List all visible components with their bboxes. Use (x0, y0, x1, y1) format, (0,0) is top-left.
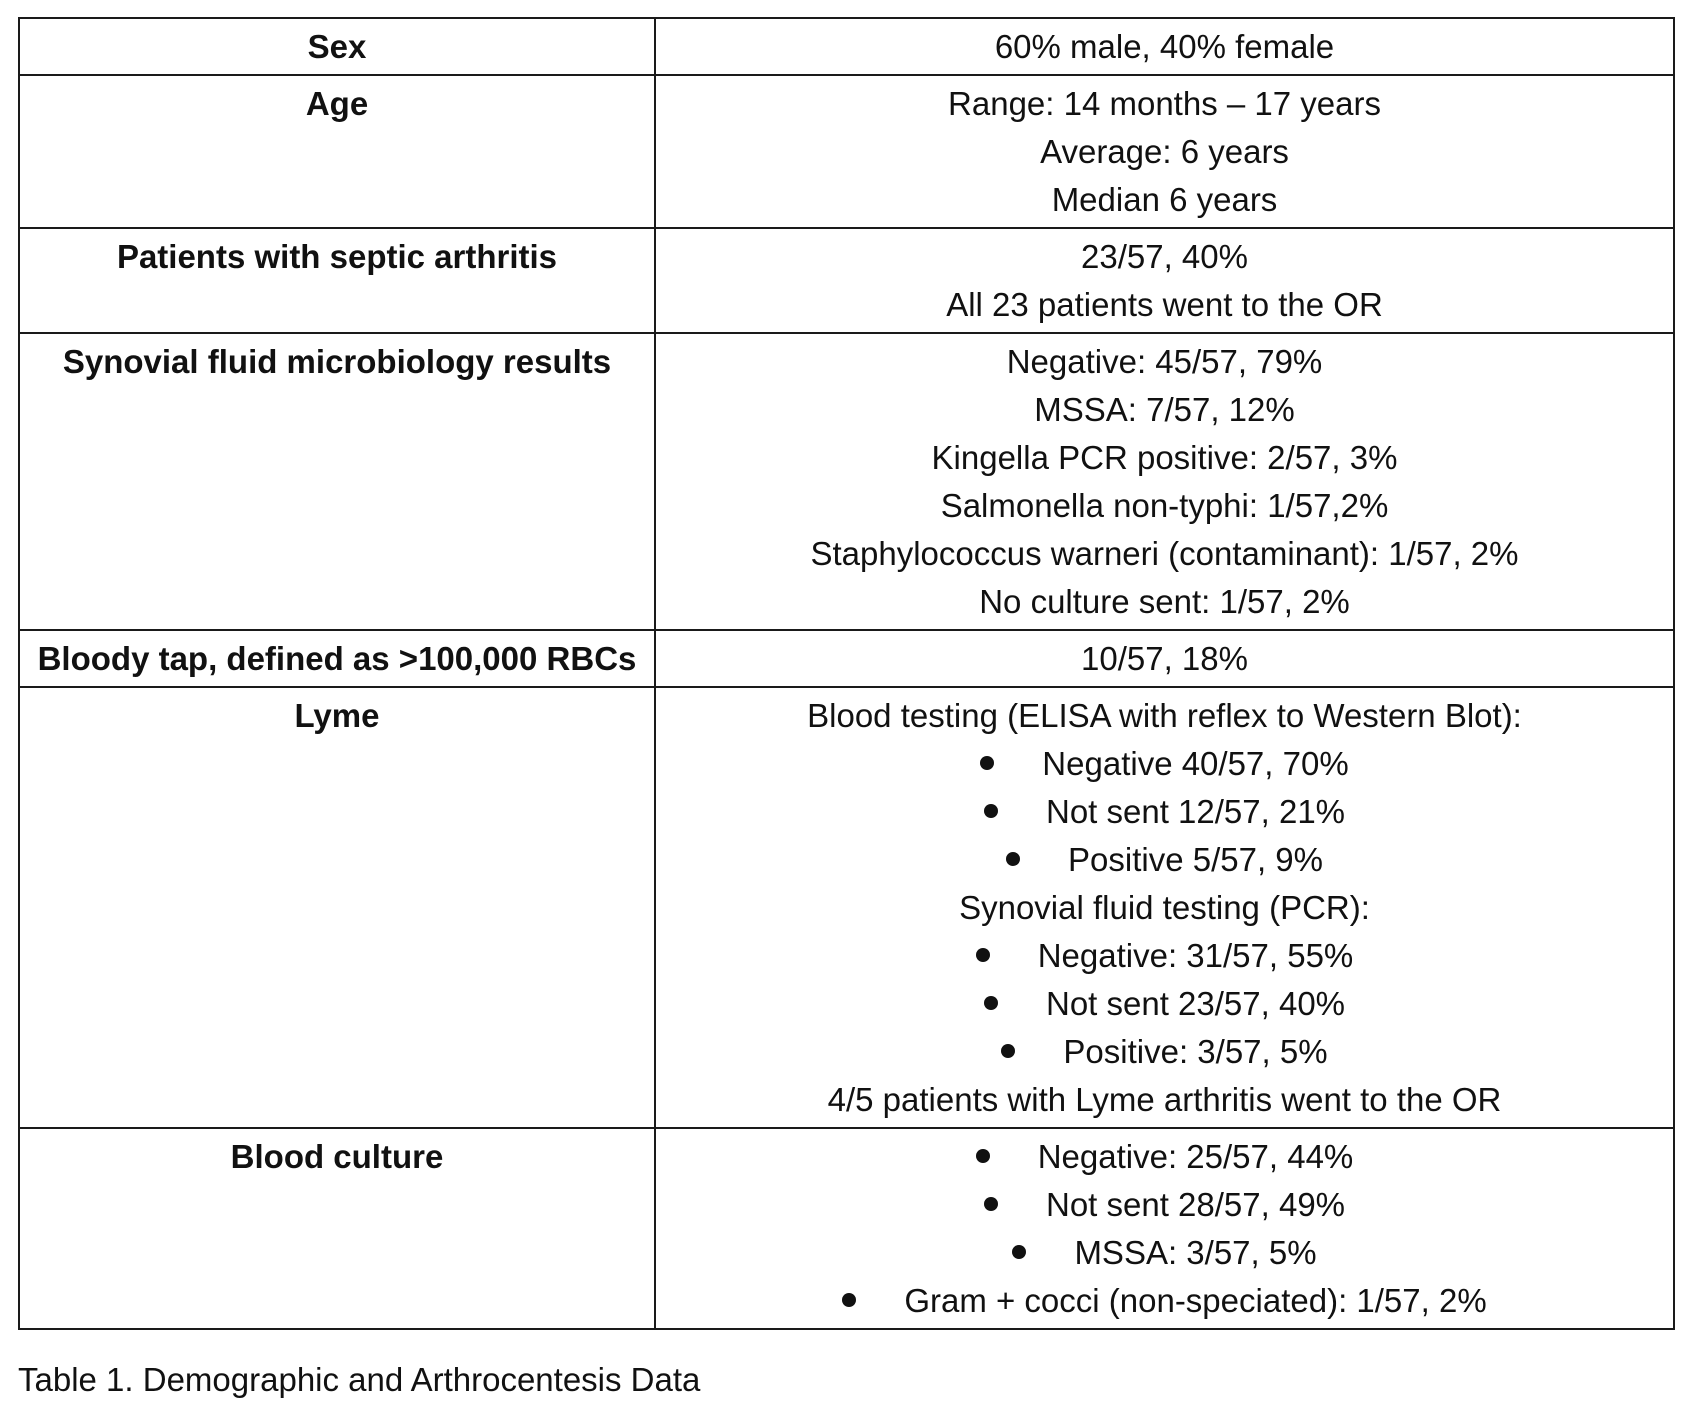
value-text: No culture sent: 1/57, 2% (979, 583, 1350, 620)
bullet-icon (980, 756, 994, 770)
value-line (662, 482, 1667, 530)
value-text: Not sent 23/57, 40% (1045, 985, 1346, 1022)
value-line (662, 692, 1667, 740)
value-text: 60% male, 40% female (994, 28, 1335, 65)
value-text: Synovial fluid testing (PCR): (959, 889, 1370, 926)
bullet-list-item (662, 980, 1667, 1028)
value-line (662, 233, 1667, 281)
value-line (662, 1076, 1667, 1124)
table-row (19, 1128, 1674, 1329)
bullet-list-item (662, 788, 1667, 836)
row-value-cell (655, 228, 1674, 333)
bullet-icon (976, 948, 990, 962)
row-label: Patients with septic arthritis (19, 228, 655, 333)
value-text: Blood testing (ELISA with reflex to Western Blot): (807, 697, 1522, 734)
value-text: Median 6 years (1051, 181, 1278, 218)
value-text: Negative 40/57, 70% (1042, 745, 1349, 782)
table-body (19, 18, 1674, 1329)
row-value-cell (655, 18, 1674, 75)
bullet-list-item (662, 1028, 1667, 1076)
table-row (19, 630, 1674, 687)
value-line (662, 338, 1667, 386)
value-text: Negative: 45/57, 79% (1006, 343, 1323, 380)
row-label: Bloody tap, defined as >100,000 RBCs (19, 630, 655, 687)
value-text: Not sent 12/57, 21% (1045, 793, 1346, 830)
row-value-cell (655, 687, 1674, 1128)
value-line (662, 884, 1667, 932)
value-text: 4/5 patients with Lyme arthritis went to the OR (827, 1081, 1502, 1118)
value-line (662, 578, 1667, 626)
value-line (662, 176, 1667, 224)
value-line (662, 434, 1667, 482)
bullet-icon (984, 996, 998, 1010)
row-label: Blood culture (19, 1128, 655, 1329)
value-line (662, 530, 1667, 578)
value-line (662, 281, 1667, 329)
table-row (19, 333, 1674, 630)
row-value-cell (655, 630, 1674, 687)
table-row (19, 228, 1674, 333)
bullet-list-item (662, 1133, 1667, 1181)
row-value-cell (655, 333, 1674, 630)
value-text: Range: 14 months – 17 years (948, 85, 1381, 122)
value-text: Positive 5/57, 9% (1068, 841, 1323, 878)
value-text: Positive: 3/57, 5% (1063, 1033, 1328, 1070)
bullet-icon (984, 804, 998, 818)
bullet-icon (984, 1197, 998, 1211)
table-row (19, 687, 1674, 1128)
row-label: Sex (19, 18, 655, 75)
bullet-icon (1006, 852, 1020, 866)
value-text: Not sent 28/57, 49% (1045, 1186, 1346, 1223)
value-line (662, 80, 1667, 128)
value-text: MSSA: 7/57, 12% (1034, 391, 1295, 428)
value-text: Salmonella non-typhi: 1/57,2% (940, 487, 1389, 524)
row-value-cell (655, 1128, 1674, 1329)
bullet-icon (976, 1149, 990, 1163)
value-text: Kingella PCR positive: 2/57, 3% (931, 439, 1398, 476)
data-table (18, 17, 1675, 1330)
bullet-icon (842, 1293, 856, 1307)
value-text: Negative: 25/57, 44% (1037, 1138, 1354, 1175)
value-text: 10/57, 18% (1081, 640, 1248, 677)
table-caption: Table 1. Demographic and Arthrocentesis Data (18, 1361, 701, 1398)
value-text: MSSA: 3/57, 5% (1074, 1234, 1317, 1271)
bullet-list-item (662, 1277, 1667, 1325)
bullet-list-item (662, 740, 1667, 788)
bullet-list-item (662, 1181, 1667, 1229)
bullet-list-item (662, 1229, 1667, 1277)
row-label: Synovial fluid microbiology results (19, 333, 655, 630)
value-text: All 23 patients went to the OR (946, 286, 1383, 323)
value-text: Staphylococcus warneri (contaminant): 1/57, 2% (810, 535, 1519, 572)
row-label: Age (19, 75, 655, 228)
table-row (19, 18, 1674, 75)
bullet-list-item (662, 932, 1667, 980)
row-value-cell (655, 75, 1674, 228)
value-text: 23/57, 40% (1081, 238, 1248, 275)
bullet-list-item (662, 836, 1667, 884)
value-line (662, 23, 1667, 71)
value-line (662, 635, 1667, 683)
value-line (662, 386, 1667, 434)
row-label: Lyme (19, 687, 655, 1128)
value-text: Negative: 31/57, 55% (1037, 937, 1354, 974)
bullet-icon (1012, 1245, 1026, 1259)
value-text: Gram + cocci (non-speciated): 1/57, 2% (904, 1282, 1487, 1319)
value-text: Average: 6 years (1040, 133, 1289, 170)
table-row (19, 75, 1674, 228)
bullet-icon (1001, 1044, 1015, 1058)
value-line (662, 128, 1667, 176)
